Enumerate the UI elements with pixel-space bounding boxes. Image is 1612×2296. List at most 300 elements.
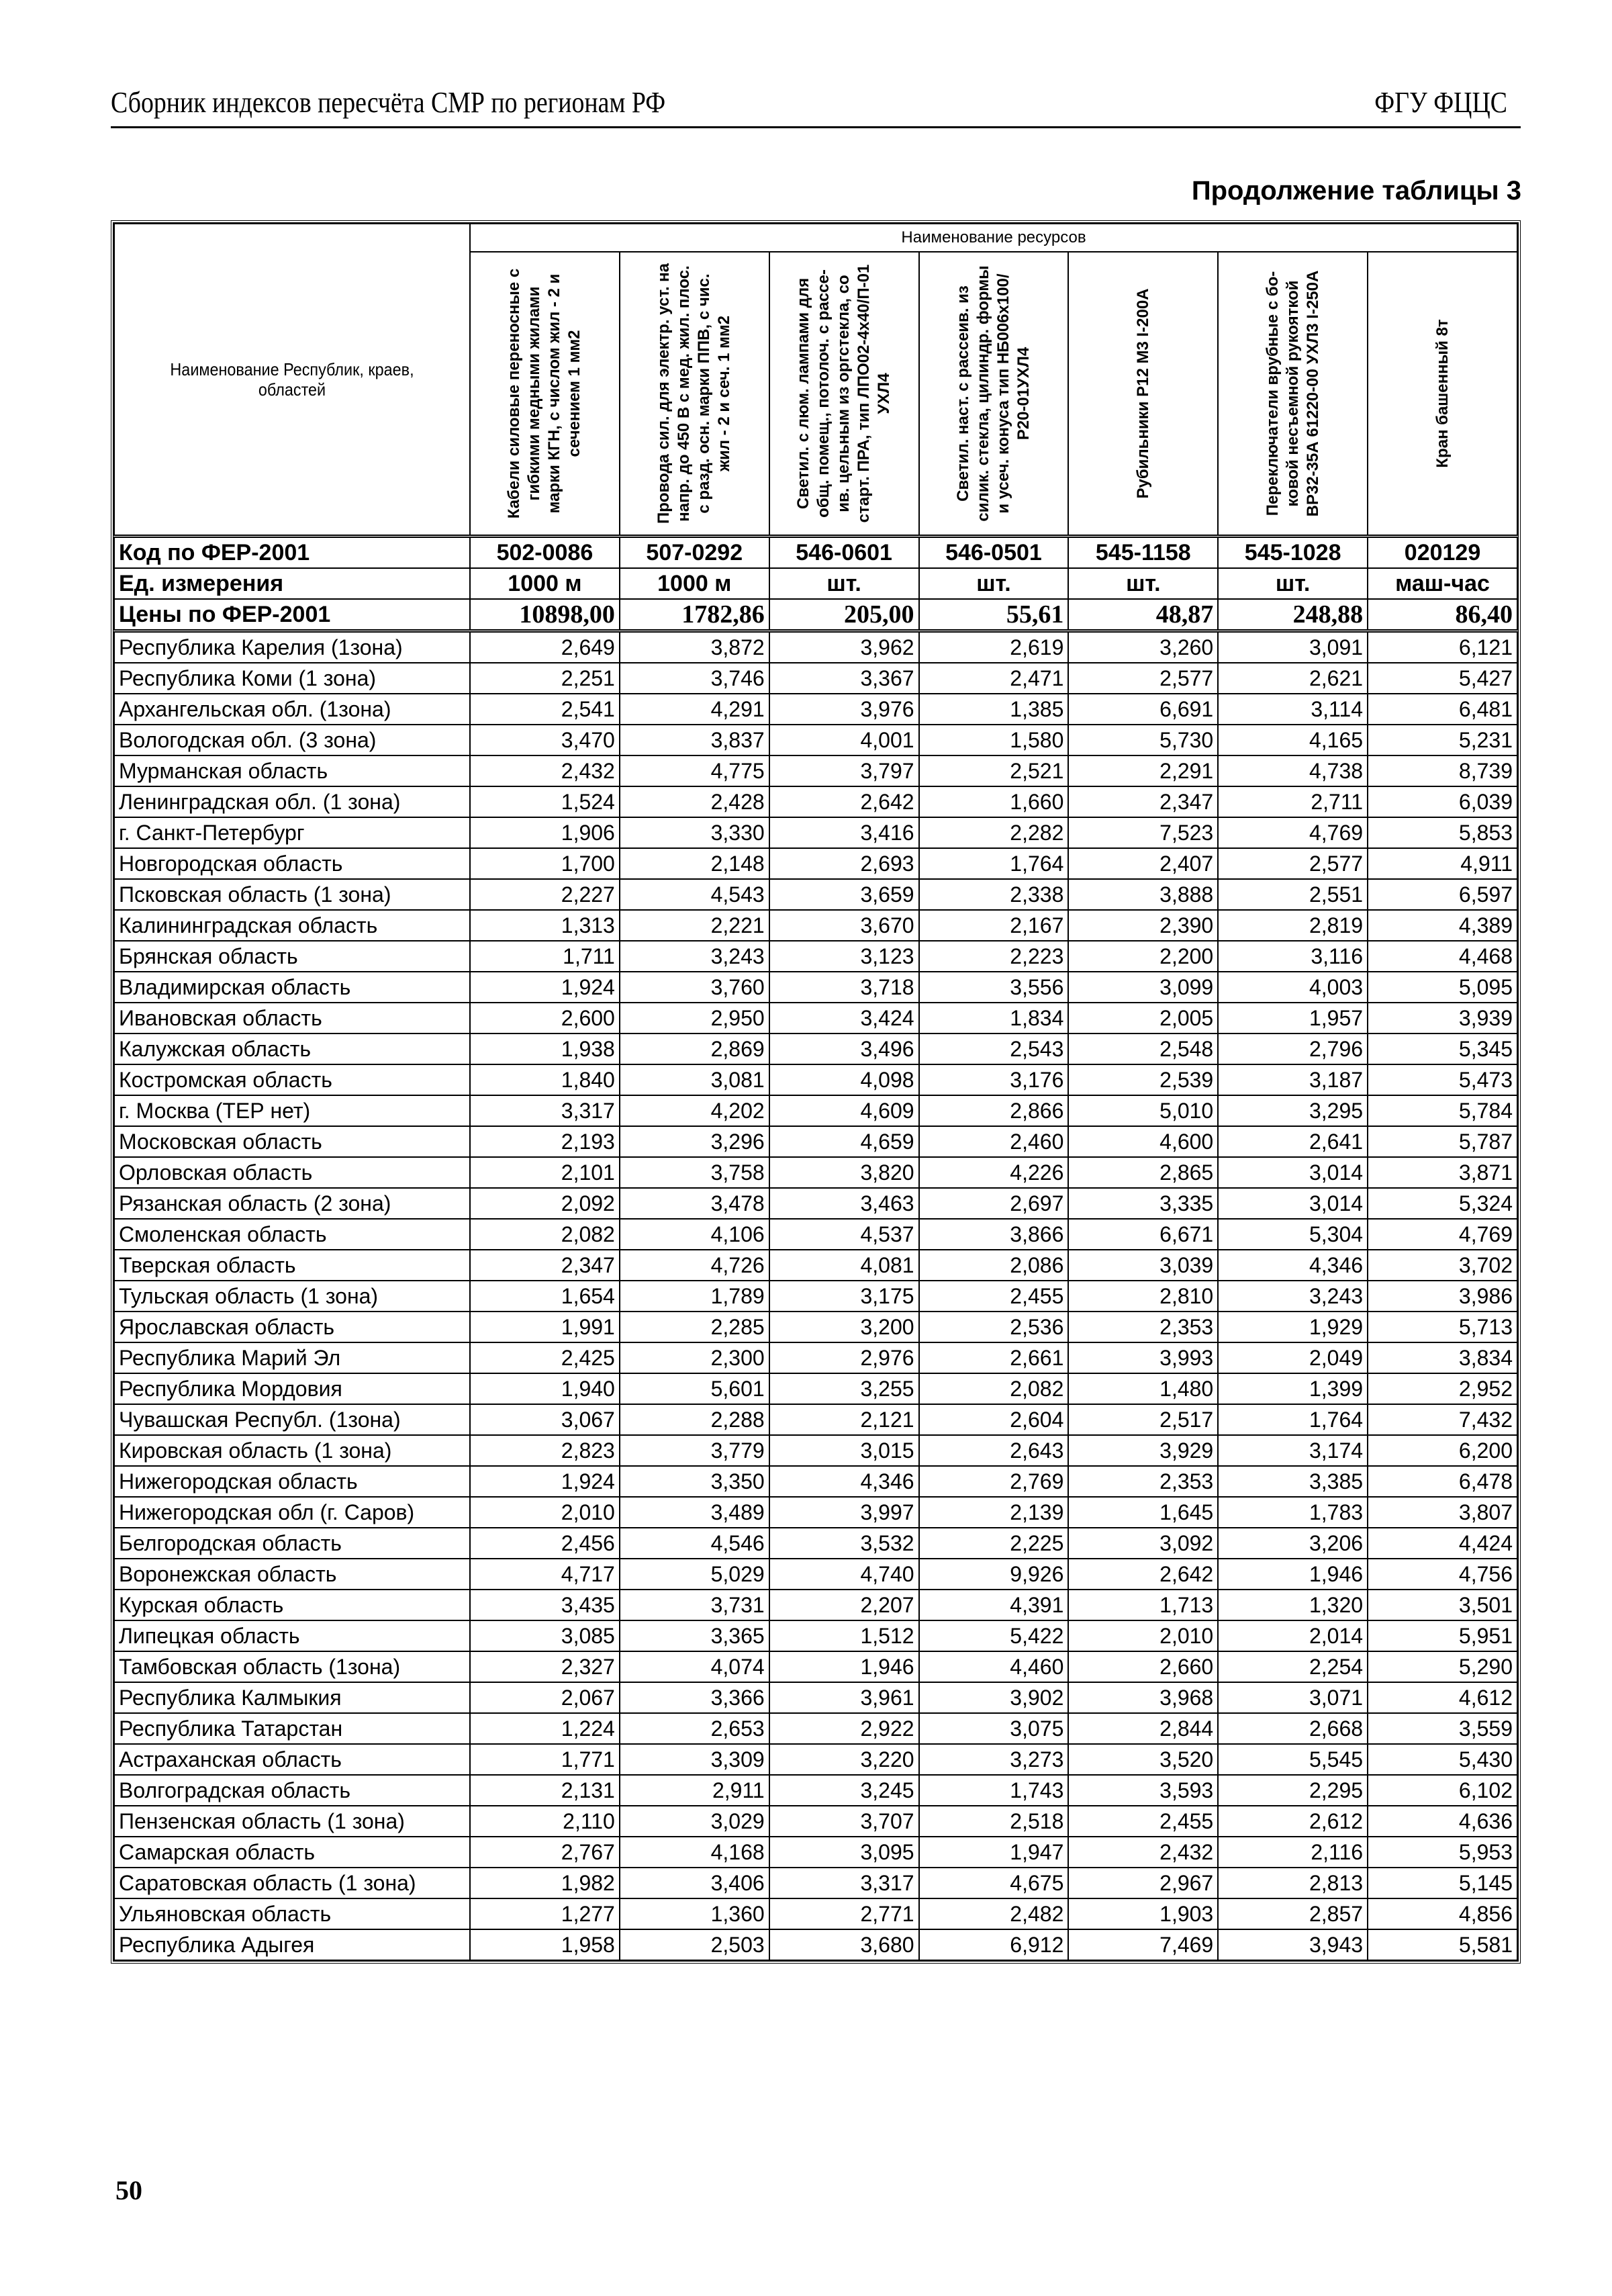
index-value: 3,176: [919, 1064, 1069, 1095]
index-value: 3,501: [1368, 1590, 1517, 1620]
index-value: 1,313: [470, 910, 620, 941]
resource-unit: шт.: [769, 568, 919, 599]
region-name: Ульяновская область: [114, 1898, 470, 1929]
index-value: 2,796: [1218, 1034, 1368, 1064]
index-value: 3,175: [769, 1281, 919, 1312]
index-value: 5,345: [1368, 1034, 1517, 1064]
index-value: 4,389: [1368, 910, 1517, 941]
index-value: 3,081: [620, 1064, 769, 1095]
price-row-label: Цены по ФЕР-2001: [114, 599, 470, 631]
index-value: 2,227: [470, 879, 620, 910]
region-name: Ярославская область: [114, 1312, 470, 1342]
index-value: 2,407: [1068, 848, 1218, 879]
index-value: 2,600: [470, 1003, 620, 1034]
resource-price: 48,87: [1068, 599, 1218, 631]
index-value: 3,871: [1368, 1157, 1517, 1188]
index-value: 4,537: [769, 1219, 919, 1250]
region-name: Республика Адыгея: [114, 1929, 470, 1960]
index-value: 4,098: [769, 1064, 919, 1095]
index-value: 5,713: [1368, 1312, 1517, 1342]
table-row: [114, 941, 1517, 972]
index-value: 3,367: [769, 663, 919, 694]
index-value: 3,220: [769, 1744, 919, 1775]
index-value: 3,114: [1218, 694, 1368, 725]
index-value: 1,946: [769, 1651, 919, 1682]
index-value: 3,961: [769, 1682, 919, 1713]
index-value: 2,653: [620, 1713, 769, 1744]
index-value: 3,520: [1068, 1744, 1218, 1775]
table-row: [114, 910, 1517, 941]
resource-unit: маш-час: [1368, 568, 1517, 599]
index-value: 3,116: [1218, 941, 1368, 972]
index-value: 2,193: [470, 1126, 620, 1157]
index-value: 3,837: [620, 725, 769, 755]
index-value: 3,929: [1068, 1435, 1218, 1466]
index-value: 4,001: [769, 725, 919, 755]
index-value: 3,174: [1218, 1435, 1368, 1466]
index-value: 2,551: [1218, 879, 1368, 910]
index-value: 3,976: [769, 694, 919, 725]
index-value: 2,010: [1068, 1620, 1218, 1651]
table-row: [114, 631, 1517, 663]
table-continuation-label: Продолжение таблицы 3: [1191, 176, 1521, 205]
resource-price: 86,40: [1368, 599, 1517, 631]
table-row: [114, 1466, 1517, 1497]
index-value: 3,463: [769, 1188, 919, 1219]
resource-price: 1782,86: [620, 599, 769, 631]
table-row: [114, 1837, 1517, 1868]
table-row: [114, 1373, 1517, 1404]
index-value: 6,478: [1368, 1466, 1517, 1497]
index-value: 4,346: [1218, 1250, 1368, 1281]
table-row: [114, 1651, 1517, 1682]
index-value: 3,866: [919, 1219, 1069, 1250]
region-name: Волгоградская область: [114, 1775, 470, 1806]
index-value: 2,482: [919, 1898, 1069, 1929]
index-value: 6,481: [1368, 694, 1517, 725]
index-value: 1,771: [470, 1744, 620, 1775]
index-value: 3,680: [769, 1929, 919, 1960]
index-value: 3,099: [1068, 972, 1218, 1003]
index-value: 5,029: [620, 1559, 769, 1590]
table-row: [114, 786, 1517, 817]
resource-price: 55,61: [919, 599, 1069, 631]
table-row: [114, 1095, 1517, 1126]
index-value: 3,532: [769, 1528, 919, 1559]
index-value: 2,604: [919, 1404, 1069, 1435]
index-value: 4,468: [1368, 941, 1517, 972]
index-value: 2,769: [919, 1466, 1069, 1497]
index-value: 4,546: [620, 1528, 769, 1559]
region-name: Саратовская область (1 зона): [114, 1868, 470, 1898]
index-value: 1,645: [1068, 1497, 1218, 1528]
index-value: 2,649: [470, 631, 620, 663]
index-value: 8,739: [1368, 755, 1517, 786]
index-value: 1,524: [470, 786, 620, 817]
region-name: Ленинградская обл. (1 зона): [114, 786, 470, 817]
index-value: 2,865: [1068, 1157, 1218, 1188]
region-name: Новгородская область: [114, 848, 470, 879]
index-value: 5,430: [1368, 1744, 1517, 1775]
index-value: 6,912: [919, 1929, 1069, 1960]
index-value: 2,327: [470, 1651, 620, 1682]
index-value: 2,518: [919, 1806, 1069, 1837]
index-value: 3,707: [769, 1806, 919, 1837]
table-row: [114, 1744, 1517, 1775]
index-value: 2,641: [1218, 1126, 1368, 1157]
index-value: 3,067: [470, 1404, 620, 1435]
resource-name: Переключатели врубные с бо-ковой несъемной рукояткой ВР32-35А 61220-00 УХЛ3 I-250А: [1263, 270, 1322, 517]
index-value: 1,580: [919, 725, 1069, 755]
resource-code: 546-0601: [769, 537, 919, 569]
table-row: [114, 1188, 1517, 1219]
region-name: Вологодская обл. (3 зона): [114, 725, 470, 755]
index-value: 1,224: [470, 1713, 620, 1744]
region-name: Республика Калмыкия: [114, 1682, 470, 1713]
resource-unit: шт.: [1218, 568, 1368, 599]
index-value: 3,659: [769, 879, 919, 910]
index-value: 3,296: [620, 1126, 769, 1157]
index-value: 3,406: [620, 1868, 769, 1898]
index-value: 4,391: [919, 1590, 1069, 1620]
resources-group-header: Наименование ресурсов: [470, 224, 1517, 252]
index-value: 2,517: [1068, 1404, 1218, 1435]
region-name: Воронежская область: [114, 1559, 470, 1590]
table-row: [114, 1126, 1517, 1157]
index-value: 3,489: [620, 1497, 769, 1528]
resource-name: Провода сил. для электр. уст. на напр. до 450 В с мед. жил. плос. с разд. осн. марки ППВ, с чис. жил - 2 и сеч. 1 мм2: [655, 263, 734, 524]
index-value: 4,775: [620, 755, 769, 786]
table-row: [114, 848, 1517, 879]
resource-name: Светил. наст. с рассеив. из силик. стекла, цилиндр. формы и усеч. конуса тип НБ006х100/Р20-01УХЛ4: [953, 265, 1033, 522]
index-value: 2,067: [470, 1682, 620, 1713]
index-value: 1,929: [1218, 1312, 1368, 1342]
index-value: 2,221: [620, 910, 769, 941]
index-value: 5,787: [1368, 1126, 1517, 1157]
index-value: 2,642: [1068, 1559, 1218, 1590]
index-value: 2,866: [919, 1095, 1069, 1126]
region-name: Кировская область (1 зона): [114, 1435, 470, 1466]
table-row: [114, 1435, 1517, 1466]
index-value: 6,691: [1068, 694, 1218, 725]
index-value: 5,145: [1368, 1868, 1517, 1898]
index-value: 4,543: [620, 879, 769, 910]
index-value: 2,857: [1218, 1898, 1368, 1929]
index-value: 2,282: [919, 817, 1069, 848]
index-value: 1,947: [919, 1837, 1069, 1868]
index-value: 4,769: [1218, 817, 1368, 848]
table-row: [114, 1528, 1517, 1559]
index-value: 1,764: [919, 848, 1069, 879]
index-value: 3,200: [769, 1312, 919, 1342]
index-value: 3,993: [1068, 1342, 1218, 1373]
index-value: 2,347: [1068, 786, 1218, 817]
index-value: 1,834: [919, 1003, 1069, 1034]
resource-header-6: [1218, 252, 1368, 537]
index-value: 2,668: [1218, 1713, 1368, 1744]
index-value: 3,496: [769, 1034, 919, 1064]
index-value: 2,823: [470, 1435, 620, 1466]
index-value: 4,717: [470, 1559, 620, 1590]
index-value: 1,399: [1218, 1373, 1368, 1404]
index-value: 2,139: [919, 1497, 1069, 1528]
region-name: Республика Мордовия: [114, 1373, 470, 1404]
table-row: [114, 1342, 1517, 1373]
index-value: 2,456: [470, 1528, 620, 1559]
region-name: Республика Карелия (1зона): [114, 631, 470, 663]
index-value: 2,548: [1068, 1034, 1218, 1064]
index-value: 3,092: [1068, 1528, 1218, 1559]
document-title: Сборник индексов пересчёта СМР по регионам РФ: [111, 86, 666, 119]
index-value: 2,167: [919, 910, 1069, 941]
index-value: 4,675: [919, 1868, 1069, 1898]
index-value: 3,260: [1068, 631, 1218, 663]
index-value: 3,243: [620, 941, 769, 972]
index-value: 5,010: [1068, 1095, 1218, 1126]
table-row: [114, 1898, 1517, 1929]
index-value: 2,767: [470, 1837, 620, 1868]
region-name: Астраханская область: [114, 1744, 470, 1775]
index-value: 2,813: [1218, 1868, 1368, 1898]
table-row: [114, 1003, 1517, 1034]
index-value: 3,702: [1368, 1250, 1517, 1281]
index-value: 1,713: [1068, 1590, 1218, 1620]
table-row: [114, 1682, 1517, 1713]
table-row: [114, 879, 1517, 910]
index-value: 3,295: [1218, 1095, 1368, 1126]
code-row-label: Код по ФЕР-2001: [114, 537, 470, 569]
resource-name: Кран башенный 8т: [1433, 319, 1452, 468]
index-value: 5,290: [1368, 1651, 1517, 1682]
page-header: [111, 79, 1521, 128]
region-name: Тульская область (1 зона): [114, 1281, 470, 1312]
region-name: Рязанская область (2 зона): [114, 1188, 470, 1219]
index-value: 4,769: [1368, 1219, 1517, 1250]
index-value: 3,939: [1368, 1003, 1517, 1034]
index-value: 6,200: [1368, 1435, 1517, 1466]
index-value: 3,335: [1068, 1188, 1218, 1219]
index-value: 4,168: [620, 1837, 769, 1868]
region-name: Смоленская область: [114, 1219, 470, 1250]
index-value: 3,760: [620, 972, 769, 1003]
table-row: [114, 755, 1517, 786]
region-name: Нижегородская обл (г. Саров): [114, 1497, 470, 1528]
index-value: 2,543: [919, 1034, 1069, 1064]
index-value: 2,092: [470, 1188, 620, 1219]
index-value: 2,577: [1218, 848, 1368, 879]
index-value: 2,693: [769, 848, 919, 879]
index-value: 1,783: [1218, 1497, 1368, 1528]
index-value: 3,962: [769, 631, 919, 663]
resource-name: Рубильники Р12 М3 I-200А: [1133, 288, 1152, 499]
index-value: 3,746: [620, 663, 769, 694]
index-value: 4,659: [769, 1126, 919, 1157]
resource-price: 205,00: [769, 599, 919, 631]
index-value: 3,255: [769, 1373, 919, 1404]
region-name: Республика Татарстан: [114, 1713, 470, 1744]
index-value: 3,273: [919, 1744, 1069, 1775]
resource-price: 248,88: [1218, 599, 1368, 631]
index-value: 1,480: [1068, 1373, 1218, 1404]
region-name: Пензенская область (1 зона): [114, 1806, 470, 1837]
region-name: Псковская область (1 зона): [114, 879, 470, 910]
resource-code: 545-1028: [1218, 537, 1368, 569]
index-value: 2,976: [769, 1342, 919, 1373]
index-value: 2,967: [1068, 1868, 1218, 1898]
table-row: [114, 1775, 1517, 1806]
resource-header-2: [620, 252, 769, 537]
resource-code: 546-0501: [919, 537, 1069, 569]
index-value: 4,740: [769, 1559, 919, 1590]
index-value: 3,075: [919, 1713, 1069, 1744]
unit-row: [114, 568, 1517, 599]
index-value: 3,366: [620, 1682, 769, 1713]
index-value: 2,869: [620, 1034, 769, 1064]
resource-header-1: [470, 252, 620, 537]
code-row: [114, 537, 1517, 569]
index-value: 5,581: [1368, 1929, 1517, 1960]
index-value: 3,758: [620, 1157, 769, 1188]
index-value: 3,902: [919, 1682, 1069, 1713]
price-row: [114, 599, 1517, 631]
index-value: 2,425: [470, 1342, 620, 1373]
resource-name: Светил. с люм. лампами для общ. помещ., потолоч. с рассе-ив. цельным из оргстекла, со старт. ПРА, тип ЛПО02-4х40/П-01 УХЛ4: [794, 264, 894, 523]
region-name: Тверская область: [114, 1250, 470, 1281]
index-value: 2,661: [919, 1342, 1069, 1373]
index-value: 4,106: [620, 1219, 769, 1250]
index-value: 1,654: [470, 1281, 620, 1312]
resource-unit: 1000 м: [470, 568, 620, 599]
index-value: 3,435: [470, 1590, 620, 1620]
index-value: 1,940: [470, 1373, 620, 1404]
index-value: 2,541: [470, 694, 620, 725]
table-row: [114, 1312, 1517, 1342]
index-value: 5,473: [1368, 1064, 1517, 1095]
region-name: Тамбовская область (1зона): [114, 1651, 470, 1682]
index-value: 3,997: [769, 1497, 919, 1528]
index-value: 3,029: [620, 1806, 769, 1837]
region-name: г. Москва (ТЕР нет): [114, 1095, 470, 1126]
index-value: 3,014: [1218, 1188, 1368, 1219]
index-value: 2,116: [1218, 1837, 1368, 1868]
index-value: 3,820: [769, 1157, 919, 1188]
table-row: [114, 1868, 1517, 1898]
index-value: 5,304: [1218, 1219, 1368, 1250]
index-value: 2,697: [919, 1188, 1069, 1219]
index-value: 1,700: [470, 848, 620, 879]
index-value: 3,470: [470, 725, 620, 755]
index-value: 2,300: [620, 1342, 769, 1373]
region-column-header: Наименование Республик, краев, областей: [114, 224, 470, 537]
index-value: 3,424: [769, 1003, 919, 1034]
index-value: 1,512: [769, 1620, 919, 1651]
index-value: 3,670: [769, 910, 919, 941]
index-value: 6,102: [1368, 1775, 1517, 1806]
index-value: 3,206: [1218, 1528, 1368, 1559]
index-value: 3,330: [620, 817, 769, 848]
index-value: 2,082: [919, 1373, 1069, 1404]
index-value: 4,081: [769, 1250, 919, 1281]
index-value: 1,946: [1218, 1559, 1368, 1590]
table-row: [114, 1157, 1517, 1188]
index-value: 2,711: [1218, 786, 1368, 817]
index-value: 2,432: [470, 755, 620, 786]
index-value: 2,285: [620, 1312, 769, 1342]
index-value: 3,888: [1068, 879, 1218, 910]
region-name: Калининградская область: [114, 910, 470, 941]
table-row: [114, 1219, 1517, 1250]
index-value: 4,612: [1368, 1682, 1517, 1713]
table-row: [114, 817, 1517, 848]
index-value: 3,095: [769, 1837, 919, 1868]
index-value: 4,003: [1218, 972, 1368, 1003]
index-value: 1,764: [1218, 1404, 1368, 1435]
resource-code: 020129: [1368, 537, 1517, 569]
index-value: 5,951: [1368, 1620, 1517, 1651]
index-value: 3,187: [1218, 1064, 1368, 1095]
index-value: 2,612: [1218, 1806, 1368, 1837]
index-value: 3,071: [1218, 1682, 1368, 1713]
index-value: 2,432: [1068, 1837, 1218, 1868]
index-value: 4,726: [620, 1250, 769, 1281]
resource-header-5: [1068, 252, 1218, 537]
index-value: 3,593: [1068, 1775, 1218, 1806]
index-value: 1,660: [919, 786, 1069, 817]
index-value: 1,991: [470, 1312, 620, 1342]
index-value: 2,010: [470, 1497, 620, 1528]
index-value: 4,609: [769, 1095, 919, 1126]
index-value: 2,619: [919, 631, 1069, 663]
index-value: 2,911: [620, 1775, 769, 1806]
index-value: 1,789: [620, 1281, 769, 1312]
index-value: 2,295: [1218, 1775, 1368, 1806]
index-value: 2,288: [620, 1404, 769, 1435]
region-name: Архангельская обл. (1зона): [114, 694, 470, 725]
index-value: 2,950: [620, 1003, 769, 1034]
region-name: Республика Коми (1 зона): [114, 663, 470, 694]
resource-unit: шт.: [1068, 568, 1218, 599]
region-name: Республика Марий Эл: [114, 1342, 470, 1373]
resource-header-3: [769, 252, 919, 537]
region-name: Владимирская область: [114, 972, 470, 1003]
index-value: 1,903: [1068, 1898, 1218, 1929]
index-value: 4,460: [919, 1651, 1069, 1682]
index-value: 2,086: [919, 1250, 1069, 1281]
table-row: [114, 1034, 1517, 1064]
index-value: 3,718: [769, 972, 919, 1003]
region-name: Московская область: [114, 1126, 470, 1157]
resource-name: Кабели силовые переносные с гибкими медными жилами марки КГН, с числом жил - 2 и сечением 1 мм2: [505, 268, 584, 519]
index-value: 3,014: [1218, 1157, 1368, 1188]
index-value: 1,277: [470, 1898, 620, 1929]
index-value: 4,202: [620, 1095, 769, 1126]
table-row: [114, 1064, 1517, 1095]
index-value: 4,291: [620, 694, 769, 725]
region-name: Самарская область: [114, 1837, 470, 1868]
index-value: 3,245: [769, 1775, 919, 1806]
index-value: 2,819: [1218, 910, 1368, 941]
region-name: Нижегородская область: [114, 1466, 470, 1497]
resource-code: 502-0086: [470, 537, 620, 569]
index-value: 2,643: [919, 1435, 1069, 1466]
region-name: Ивановская область: [114, 1003, 470, 1034]
region-name: Брянская область: [114, 941, 470, 972]
organization-name: ФГУ ФЦЦС: [1374, 86, 1507, 119]
index-value: 2,922: [769, 1713, 919, 1744]
index-value: 3,478: [620, 1188, 769, 1219]
index-value: 6,597: [1368, 879, 1517, 910]
index-value: 4,738: [1218, 755, 1368, 786]
